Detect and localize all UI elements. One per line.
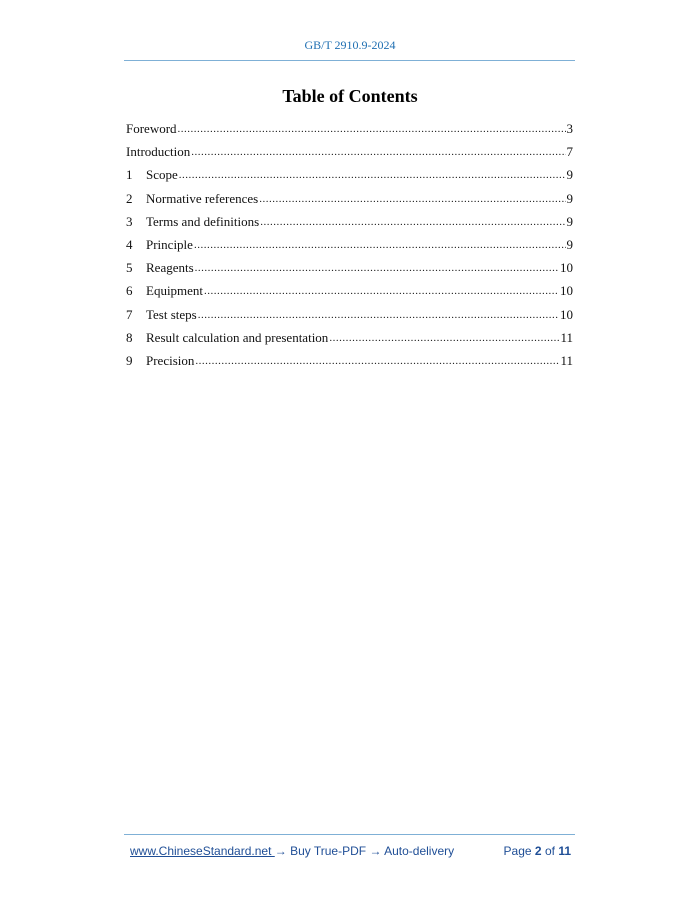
toc-dot-leader [329,328,559,347]
toc-entry-label: Scope [146,167,178,183]
toc-dot-leader [178,119,566,138]
toc-entry-page: 9 [566,213,573,229]
toc-entry-page: 10 [560,283,573,299]
current-page-number: 2 [534,844,542,858]
toc-entry-label: Introduction [126,144,191,160]
toc-entry-number: 8 [126,329,133,345]
toc-entry-label: Foreword [126,121,177,136]
toc-entry-label: Terms and definitions [146,213,260,229]
toc-entry-number: 3 [126,213,133,229]
toc-entry-label: Reagents [146,260,194,276]
website-link[interactable]: www.ChineseStandard.net [130,844,275,858]
toc-entry-label: Normative references [146,190,259,206]
toc-entry-number: 4 [126,236,133,252]
page-indicator [504,844,571,858]
toc-entry-result-calculation[interactable] [126,329,573,352]
toc-entry-number: 7 [126,306,133,322]
toc-entry-label: Precision [146,352,195,368]
page-label: Page [503,844,532,858]
toc-title: Table of Contents [282,86,418,106]
page-of-label: of [544,844,555,858]
toc-entry-terms-definitions[interactable] [126,213,573,236]
toc-dot-leader [204,281,559,300]
toc-entry-equipment[interactable] [126,282,573,305]
toc-entry-label: Equipment [146,283,204,299]
toc-entry-normative-references[interactable] [126,190,573,213]
toc-entry-label: Test steps [146,306,197,322]
toc-dot-leader [198,305,559,324]
toc-entry-label: Principle [146,236,193,252]
toc-dot-leader [194,235,566,254]
page-footer [130,844,575,860]
toc-entry-principle[interactable] [126,236,573,259]
toc-entry-introduction[interactable] [126,143,573,166]
toc-entry-page: 10 [560,306,573,322]
toc-entry-page: 3 [566,121,573,136]
toc-entry-page: 9 [566,167,573,183]
toc-entry-number: 9 [126,352,133,368]
toc-entry-number: 5 [126,260,133,276]
toc-entry-page: 10 [560,260,573,276]
toc-entry-label: Result calculation and presentation [146,329,329,345]
toc-entry-scope[interactable] [126,166,573,189]
toc-entry-page: 9 [566,190,573,206]
toc-entry-page: 7 [566,144,573,160]
footer-promo [130,844,454,858]
toc-dot-leader [179,165,566,184]
footer-promo-text: → Buy True-PDF → Auto-delivery [274,844,455,858]
toc-entry-reagents[interactable] [126,259,573,282]
toc-entry-foreword[interactable] [126,120,573,143]
toc-entry-number: 1 [126,167,133,183]
toc-entry-page: 11 [560,329,573,345]
toc-dot-leader [195,351,559,370]
header-divider [124,60,575,61]
toc-entry-page: 9 [566,236,573,252]
toc-entry-number: 6 [126,283,133,299]
toc-entry-precision[interactable] [126,352,573,375]
toc-entry-test-steps[interactable] [126,306,573,329]
toc-dot-leader [260,212,565,231]
toc-dot-leader [191,142,565,161]
footer-divider [124,834,575,835]
document-header-code: GB/T 2910.9-2024 [304,38,396,52]
toc-dot-leader [195,258,559,277]
toc-list [126,120,573,375]
total-page-count: 11 [558,844,571,858]
toc-dot-leader [259,189,565,208]
toc-entry-number: 2 [126,190,133,206]
toc-entry-page: 11 [560,352,573,368]
